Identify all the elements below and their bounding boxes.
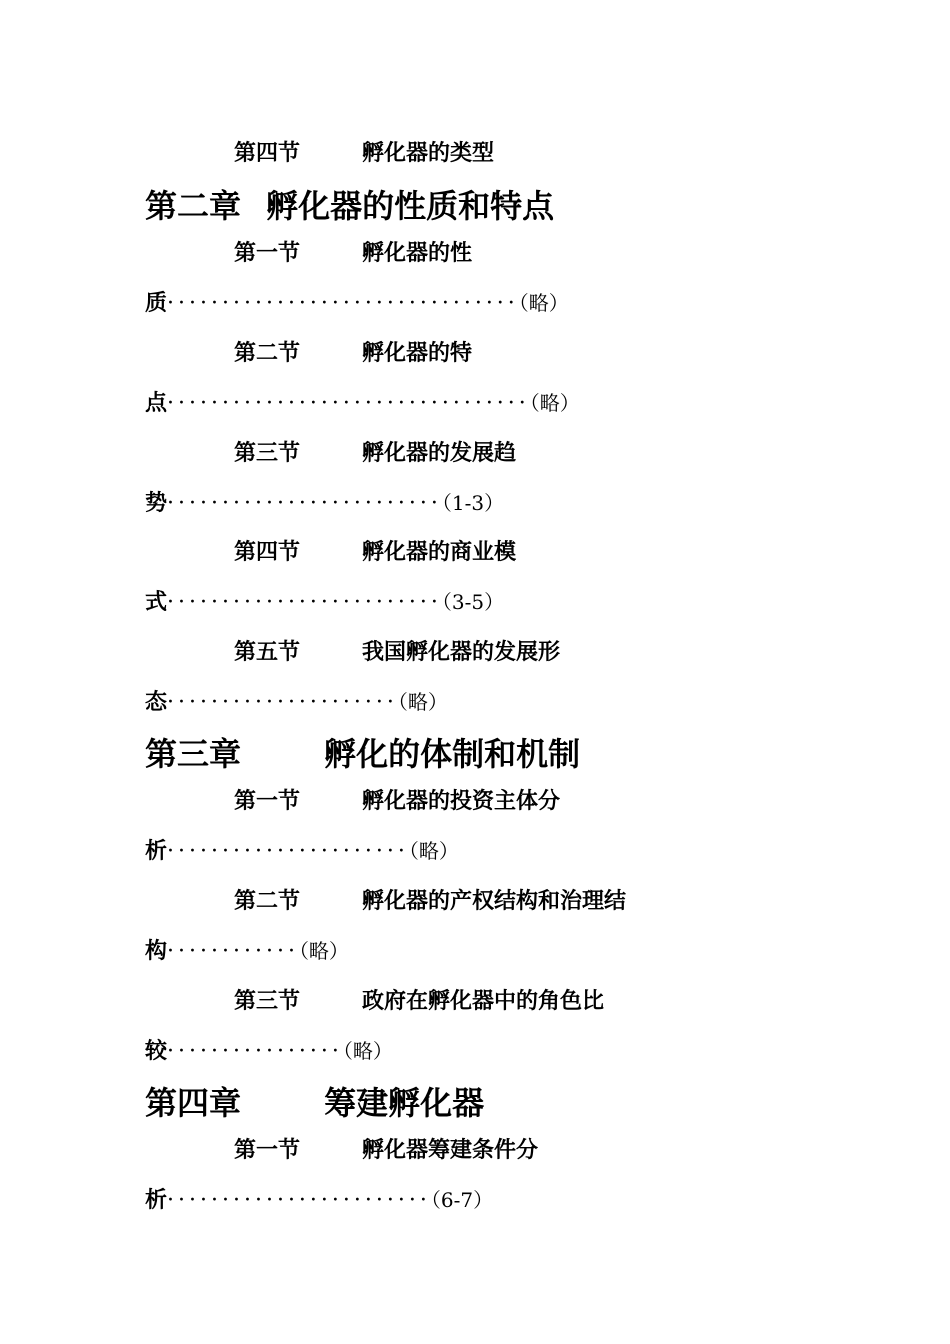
page-ref: （略）: [518, 291, 569, 315]
section-title: 政府在孵化器中的角色比: [362, 988, 605, 1014]
section-number: 第一节: [234, 788, 301, 814]
page-ref: （6-7）: [430, 1188, 494, 1212]
toc-continuation: [145, 934, 349, 965]
toc-continuation: [145, 834, 459, 865]
chapter-number: 第四章: [145, 1084, 242, 1122]
page-ref: （略）: [342, 1039, 393, 1063]
section-title: 孵化器的产权结构和治理结: [362, 888, 627, 914]
title-last-char: 势: [145, 490, 168, 516]
section-title: 孵化器的发展趋: [362, 440, 517, 466]
section-number: 第二节: [234, 340, 301, 366]
section-number: 第一节: [234, 240, 301, 266]
section-title: 孵化器的性: [362, 240, 473, 266]
section-title: 孵化器筹建条件分: [362, 1137, 539, 1163]
toc-continuation: [145, 386, 580, 417]
section-title: 孵化器的类型: [362, 140, 495, 166]
leader-dots: ······················: [167, 839, 409, 864]
page-ref: （1-3）: [441, 491, 505, 515]
leader-dots: ························: [167, 1188, 431, 1213]
page-ref: （略）: [408, 839, 459, 863]
leader-dots: ·································: [167, 391, 530, 416]
section-number: 第四节: [234, 539, 301, 565]
toc-chapter: [145, 181, 554, 227]
title-last-char: 析: [145, 1187, 168, 1213]
title-last-char: 态: [145, 689, 168, 715]
page-ref: （略）: [397, 690, 448, 714]
section-title: 孵化器的特: [362, 340, 473, 366]
leader-dots: ·························: [167, 590, 442, 615]
toc-chapter: [145, 1078, 484, 1124]
section-number: 第四节: [234, 140, 301, 166]
toc-chapter: [145, 729, 580, 775]
chapter-title: 孵化的体制和机制: [324, 735, 581, 773]
page-ref: （略）: [298, 939, 349, 963]
toc-continuation: [145, 286, 569, 317]
section-number: 第二节: [234, 888, 301, 914]
leader-dots: ·························: [167, 491, 442, 516]
title-last-char: 质: [145, 290, 168, 316]
page-ref: （3-5）: [441, 590, 505, 614]
leader-dots: ·····················: [167, 690, 398, 715]
section-number: 第三节: [234, 440, 301, 466]
toc-continuation: [145, 585, 504, 616]
section-title: 孵化器的投资主体分: [362, 788, 561, 814]
leader-dots: ································: [167, 291, 519, 316]
section-title: 我国孵化器的发展形: [362, 639, 561, 665]
page-ref: （略）: [529, 391, 580, 415]
title-last-char: 构: [145, 938, 168, 964]
chapter-title: 筹建孵化器: [324, 1084, 485, 1122]
chapter-number: 第三章: [145, 735, 242, 773]
chapter-title: 孵化器的性质和特点: [266, 187, 555, 225]
section-number: 第三节: [234, 988, 301, 1014]
title-last-char: 析: [145, 838, 168, 864]
title-last-char: 点: [145, 390, 168, 416]
toc-continuation: [145, 486, 504, 517]
title-last-char: 式: [145, 589, 168, 615]
toc-continuation: [145, 1034, 393, 1065]
toc-continuation: [145, 685, 448, 716]
toc-continuation: [145, 1183, 493, 1214]
chapter-number: 第二章: [145, 187, 242, 225]
leader-dots: ············: [167, 939, 299, 964]
section-number: 第一节: [234, 1137, 301, 1163]
title-last-char: 较: [145, 1038, 168, 1064]
leader-dots: ················: [167, 1039, 343, 1064]
section-title: 孵化器的商业模: [362, 539, 517, 565]
section-number: 第五节: [234, 639, 301, 665]
